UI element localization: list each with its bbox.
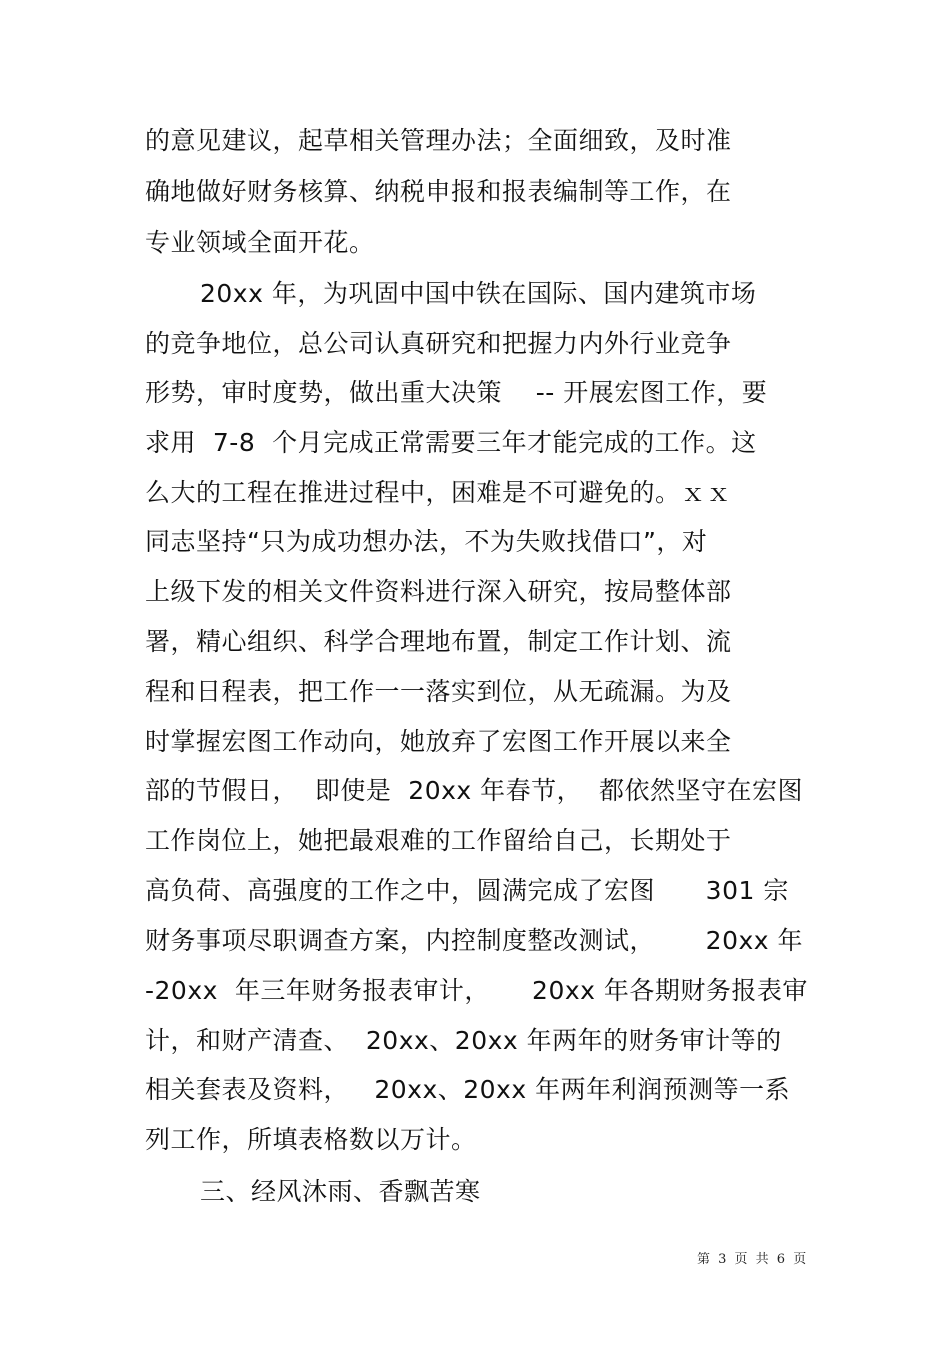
body-line-4: 20xx 年，为巩固中国中铁在国际、国内建筑市场 bbox=[200, 279, 757, 308]
body-line-12: 程和日程表，把工作一一落实到位，从无疏漏。为及 bbox=[145, 677, 732, 706]
body-line-14: 部的节假日， 即使是 20xx 年春节， 都依然坚守在宏图 bbox=[145, 776, 804, 805]
body-line-18: -20xx 年三年财务报表审计， 20xx 年各期财务报表审 bbox=[145, 976, 808, 1005]
body-line-19: 计，和财产清查、 20xx、20xx 年两年的财务审计等的 bbox=[145, 1026, 782, 1055]
body-line-7: 求用 7-8 个月完成正常需要三年才能完成的工作。这 bbox=[145, 428, 757, 457]
body-line-2: 确地做好财务核算、纳税申报和报表编制等工作，在 bbox=[145, 177, 732, 206]
body-line-8: 么大的工程在推进过程中，困难是不可避免的。ｘｘ bbox=[145, 478, 732, 507]
body-line-9: 同志坚持“只为成功想办法，不为失败找借口”，对 bbox=[145, 527, 708, 556]
body-line-3: 专业领域全面开花。 bbox=[145, 228, 375, 257]
body-line-21: 列工作，所填表格数以万计。 bbox=[145, 1125, 477, 1154]
page-footer: 第 3 页 共 6 页 bbox=[697, 1252, 809, 1267]
body-line-10: 上级下发的相关文件资料进行深入研究，按局整体部 bbox=[145, 577, 732, 606]
body-line-17: 财务事项尽职调查方案，内控制度整改测试， 20xx 年 bbox=[145, 926, 804, 955]
section-heading: 三、经风沐雨、香飘苦寒 bbox=[200, 1177, 481, 1206]
body-line-13: 时掌握宏图工作动向，她放弃了宏图工作开展以来全 bbox=[145, 727, 732, 756]
body-line-11: 署，精心组织、科学合理地布置，制定工作计划、流 bbox=[145, 627, 732, 656]
body-line-20: 相关套表及资料， 20xx、20xx 年两年利润预测等一系 bbox=[145, 1075, 791, 1104]
body-line-1: 的意见建议，起草相关管理办法；全面细致，及时准 bbox=[145, 126, 732, 155]
body-line-5: 的竞争地位，总公司认真研究和把握力内外行业竞争 bbox=[145, 329, 732, 358]
body-line-16: 高负荷、高强度的工作之中，圆满完成了宏图 301 宗 bbox=[145, 876, 789, 905]
body-line-6: 形势，审时度势，做出重大决策 -- 开展宏图工作，要 bbox=[145, 378, 768, 407]
body-line-15: 工作岗位上，她把最艰难的工作留给自己，长期处于 bbox=[145, 826, 732, 855]
